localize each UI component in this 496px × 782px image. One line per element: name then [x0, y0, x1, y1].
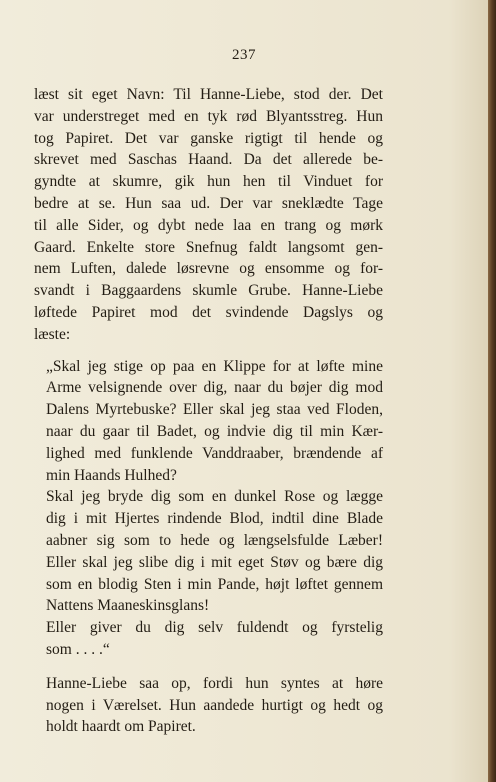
- page-number: 237: [232, 47, 256, 63]
- letter-quote: [34, 356, 383, 661]
- text-line: bedre at se. Hun saa ud. Der var sneklædte Tage: [34, 194, 383, 212]
- text-line: naar du gaar til Badet, og indvie dig til min Kær-: [46, 422, 383, 440]
- text-line: løftede Papiret mod det svindende Dagslys og: [34, 303, 383, 321]
- text-line: læst sit eget Navn: Til Hanne-Liebe, stod der. Det: [34, 86, 383, 103]
- paragraph-1: [34, 84, 383, 346]
- text-line: svandt i Baggaardens skumle Grube. Hanne-Liebe: [34, 282, 383, 300]
- text-line: min Haands Hulhed?: [46, 466, 177, 484]
- text-line: skrevet med Saschas Haand. Da det allerede be-: [34, 151, 383, 169]
- text-line: dig i mit Hjertes rindende Blod, indtil dine Blade: [46, 510, 383, 528]
- quote-stanza-2: [34, 486, 383, 617]
- quote-stanza-3: [34, 617, 383, 661]
- text-line: Gaard. Enkelte store Snefnug faldt langsomt gen-: [34, 238, 383, 256]
- book-binding-edge: [488, 0, 496, 782]
- text-line: lighed med funklende Vanddraaber, brændende af: [46, 444, 383, 462]
- text-line: aabner sig som to hede og længselsfulde Læber!: [46, 531, 383, 549]
- text-line: Skal jeg bryde dig som en dunkel Rose og lægge: [46, 488, 383, 506]
- paragraph-2: [34, 673, 383, 738]
- text-line: til alle Sider, og dybt nede laa en trang og mørk: [34, 216, 383, 234]
- text-line: gyndte at skumre, gik hun hen til Vinduet for: [34, 173, 383, 191]
- text-line: nem Luften, dalede løsrevne og ensomme og for-: [34, 260, 383, 278]
- quote-stanza-1: [34, 356, 383, 487]
- text-line: læste:: [34, 325, 71, 343]
- text-line: Dalens Myrtebuske? Eller skal jeg staa ved Floden,: [46, 401, 383, 419]
- text-line: Nattens Maaneskinsglans!: [46, 597, 210, 615]
- text-line: nogen i Værelset. Hun aandede hurtigt og hedt og: [46, 696, 383, 714]
- text-line: var understreget med en tyk rød Blyantsstreg. Hun: [34, 107, 383, 125]
- text-line: tog Papiret. Det var ganske rigtigt til hende og: [34, 129, 383, 147]
- text-line: holdt haardt om Papiret.: [46, 718, 196, 736]
- text-line: Eller skal jeg slibe dig i mit eget Støv og bære dig: [46, 553, 383, 571]
- text-line: „Skal jeg stige op paa en Klippe for at løfte mine: [46, 357, 383, 375]
- text-line: Hanne-Liebe saa op, fordi hun syntes at høre: [46, 674, 383, 692]
- page-body: [34, 84, 383, 738]
- text-line: Eller giver du dig selv fuldendt og fyrstelig: [46, 619, 383, 637]
- text-line: som en blodig Sten i min Pande, højt løftet gennem: [46, 575, 383, 593]
- text-line: Arme velsignende over dig, naar du bøjer dig mod: [46, 379, 383, 397]
- text-line: som . . . .“: [46, 640, 110, 658]
